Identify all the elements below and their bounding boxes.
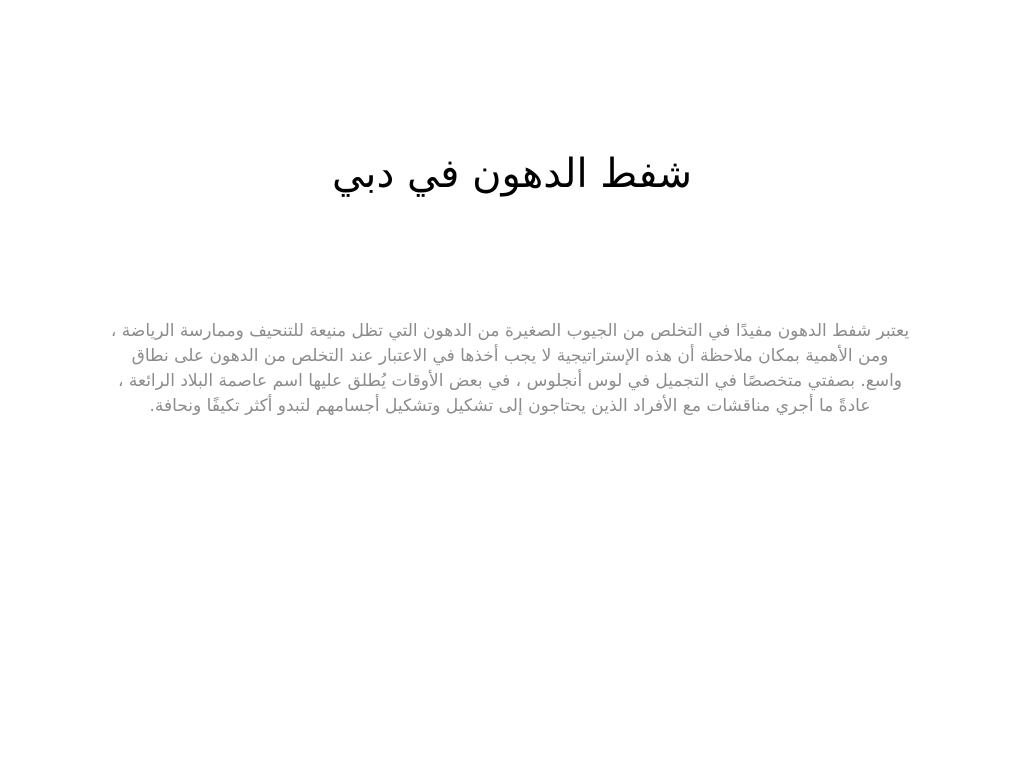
slide-body-text: يعتبر شفط الدهون مفيدًا في التخلص من الجيوب الصغيرة من الدهون التي تظل منيعة للتنحيف وممارسة الرياضة ، ومن الأهمية بمكان ملاحظة أن هذه الإستراتيجية لا يجب أخذها في الاعتبار عند التخلص من الدهون على نطاق واسع. بصفتي متخصصًا في التجميل في لوس أنجلوس ، في بعض الأوقات يُطلق عليها اسم عاصمة البلاد الرائعة ، عادةً ما أجري مناقشات مع الأفراد الذين يحتاجون إلى تشكيل وتشكيل أجسامهم لتبدو أكثر تكيفًا ونحافة.	[110, 321, 910, 416]
slide-title: شفط الدهون في دبي	[331, 151, 693, 197]
